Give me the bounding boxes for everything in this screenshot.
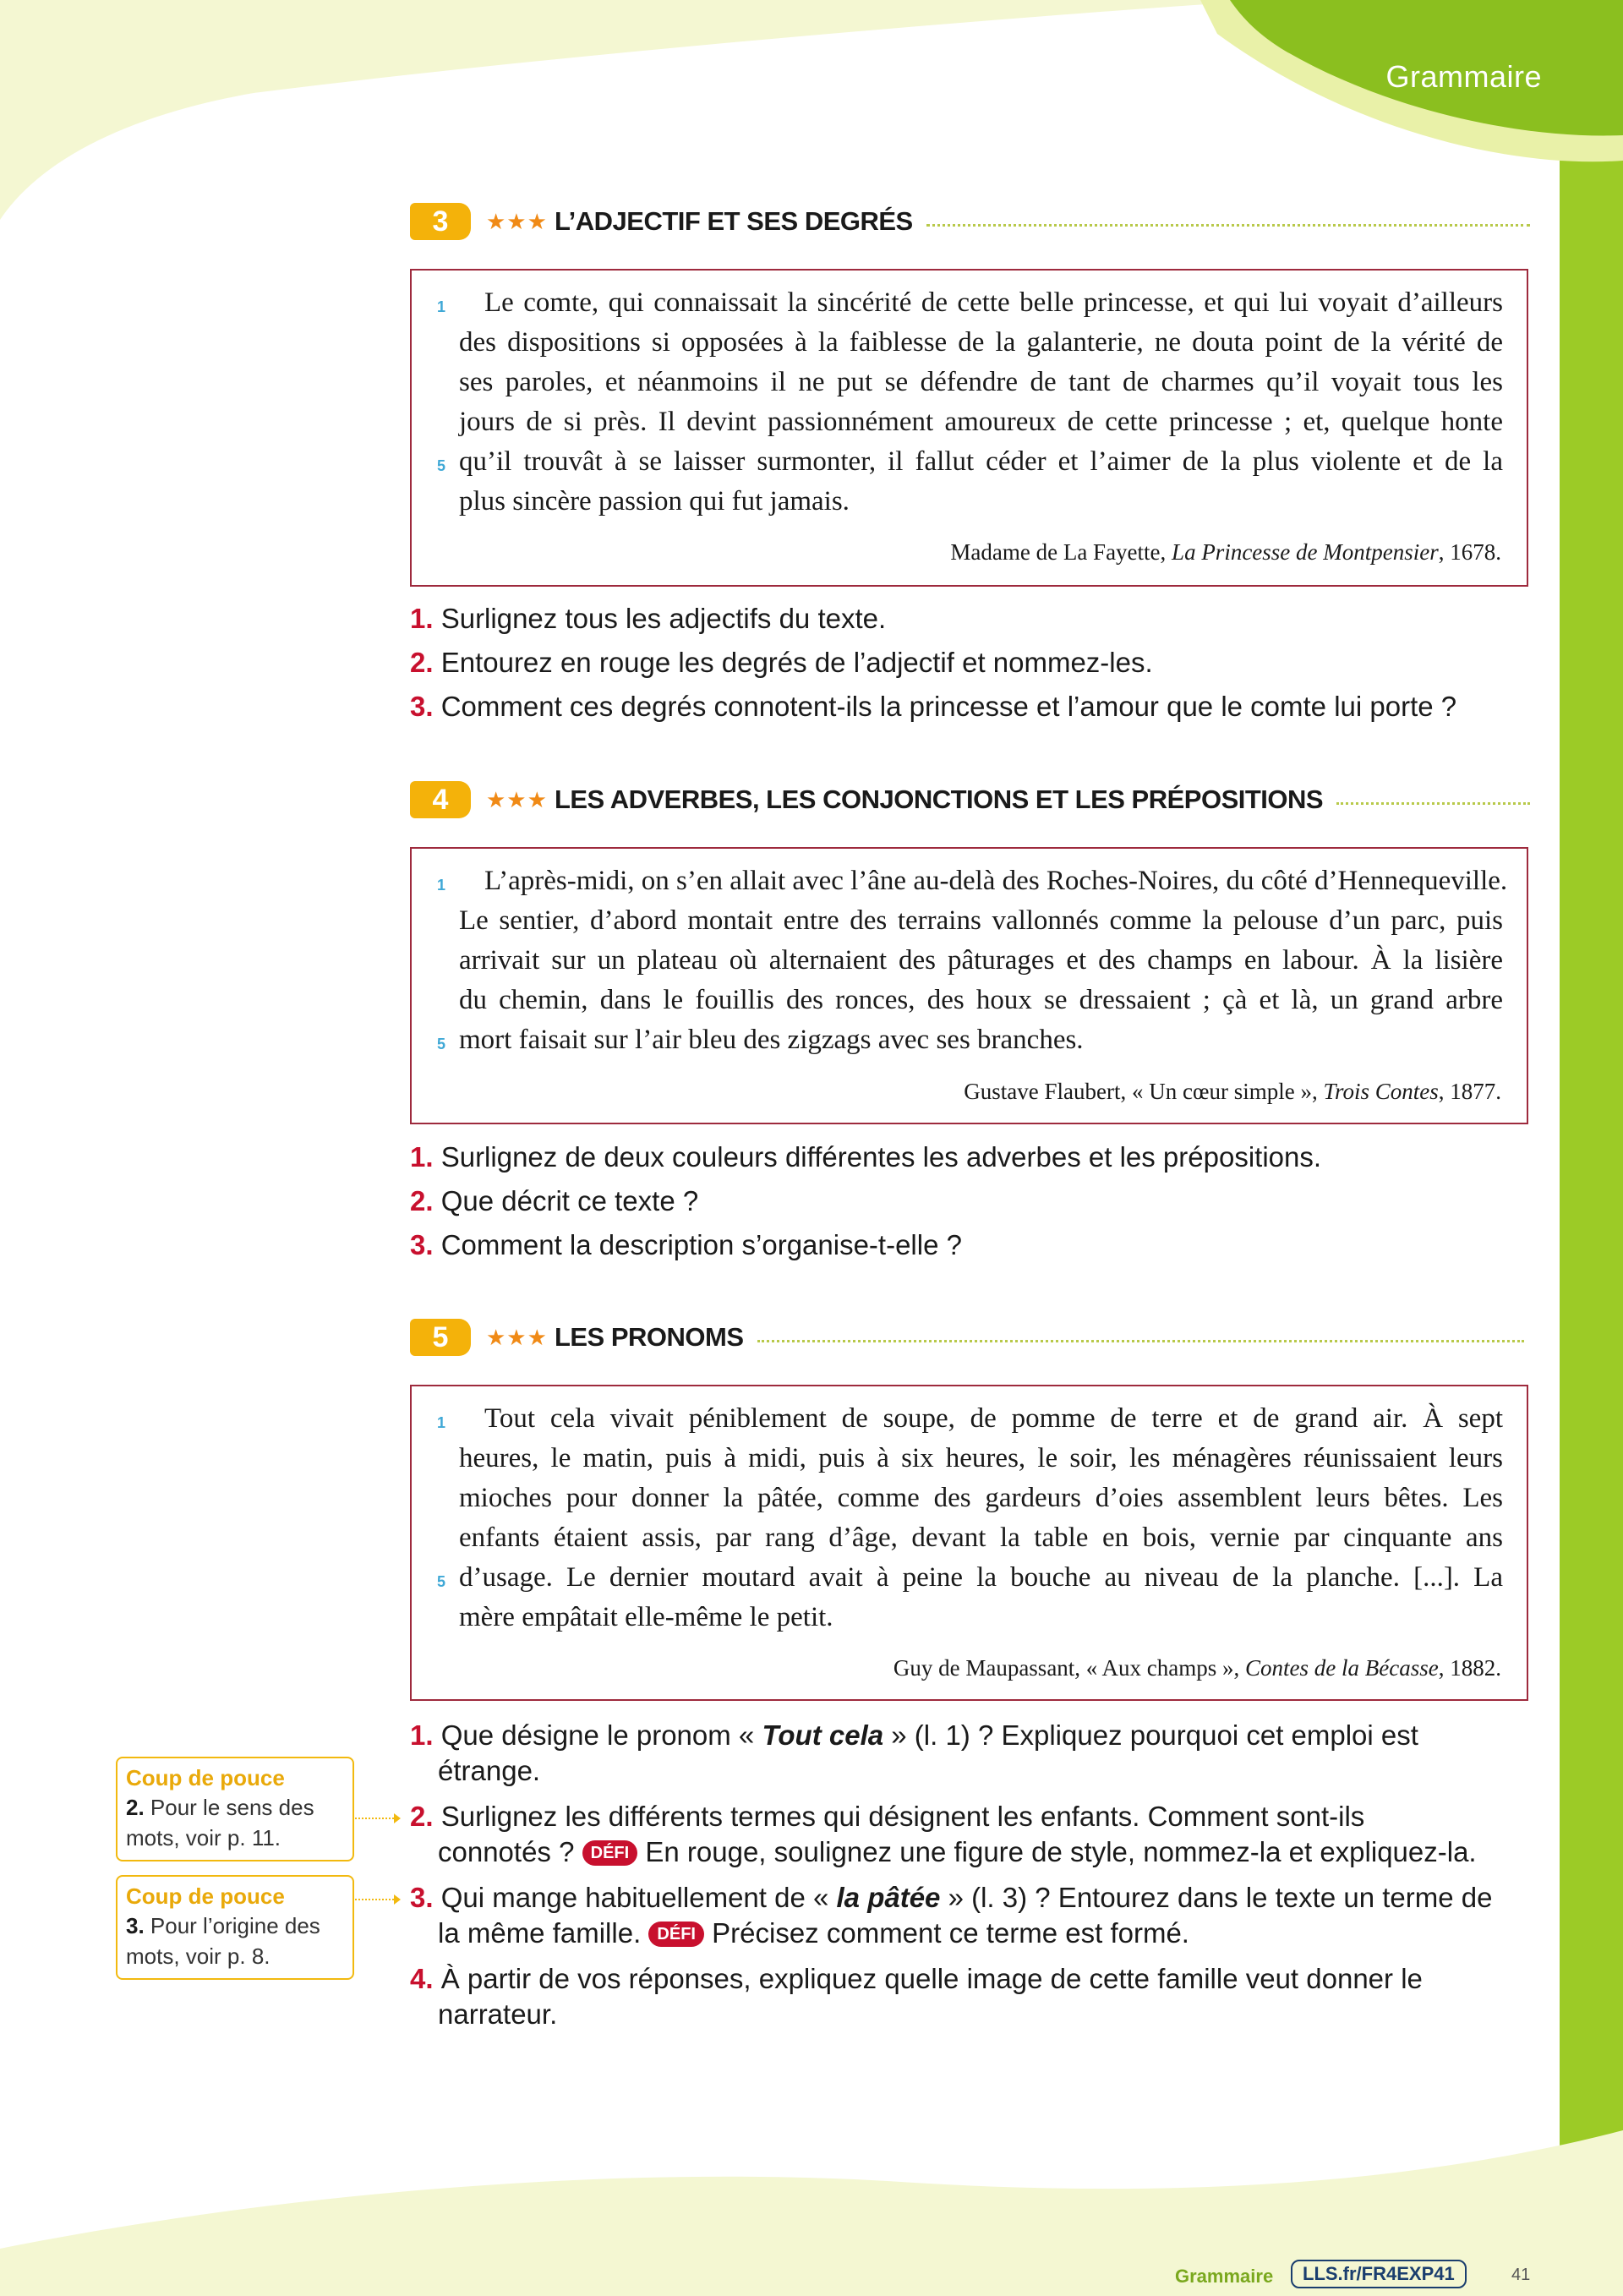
source-author: Guy de Maupassant, « Aux champs », bbox=[893, 1655, 1246, 1681]
question-text: Comment la description s’organise-t-elle ? bbox=[440, 1229, 962, 1260]
defi-badge: DÉFI bbox=[582, 1840, 638, 1866]
text-line: qu’il trouvât à se laisser surmonter, il fallut céder et l’aimer de la plus violente et de la bbox=[459, 446, 1503, 477]
question-text: Que désigne le pronom « bbox=[440, 1719, 762, 1751]
exercise-5-text-box bbox=[410, 1385, 1528, 1701]
question-text: connotés ? bbox=[438, 1836, 575, 1867]
source-year: , 1882. bbox=[1438, 1655, 1501, 1681]
question-number: 2. bbox=[410, 647, 434, 678]
hint-arrow-icon bbox=[355, 1818, 397, 1819]
line-number: 1 bbox=[437, 298, 446, 315]
question-number: 1. bbox=[410, 1141, 434, 1173]
hint-box bbox=[116, 1875, 354, 1980]
source-author: Madame de La Fayette, bbox=[950, 539, 1172, 565]
text-line: d’usage. Le dernier moutard avait à peine la bouche au niveau de la planche. [...]. La bbox=[459, 1562, 1503, 1593]
hint-title: Coup de pouce bbox=[126, 1883, 285, 1909]
text-line: Le sentier, d’abord montait entre des terrains vallonnés comme la pelouse d’un parc, puis bbox=[459, 905, 1503, 936]
question bbox=[410, 1140, 1543, 1175]
text-line: plus sincère passion qui fut jamais. bbox=[459, 486, 850, 517]
hint-body bbox=[126, 1792, 344, 1853]
exercise-3-header bbox=[410, 201, 1530, 242]
text-line: arrivait sur un plateau où alternaient des pâturages et des champs en labour. À la lisière bbox=[459, 945, 1503, 976]
question-number: 3. bbox=[410, 691, 434, 722]
exercise-title: LES ADVERBES, LES CONJONCTIONS ET LES PRÉPOSITIONS bbox=[554, 784, 1324, 814]
question-text: » (l. 3) ? Entourez dans le texte un terme de bbox=[940, 1882, 1493, 1913]
hint-text: mots, voir p. 11. bbox=[126, 1825, 281, 1850]
question bbox=[410, 1961, 1543, 2032]
hint-number: 3. bbox=[126, 1913, 145, 1938]
exercise-3-text-box bbox=[410, 269, 1528, 587]
defi-badge: DÉFI bbox=[648, 1922, 704, 1947]
question bbox=[410, 601, 1543, 637]
question bbox=[410, 1799, 1543, 1870]
question-text: Surlignez de deux couleurs différentes les adverbes et les prépositions. bbox=[440, 1141, 1322, 1173]
hint-title: Coup de pouce bbox=[126, 1765, 285, 1790]
page-number: 41 bbox=[1511, 2266, 1531, 2284]
line-number: 1 bbox=[437, 877, 446, 894]
text-line: mioches pour donner la pâtée, comme des gardeurs d’oies assemblent leurs bêtes. Les bbox=[459, 1483, 1503, 1513]
section-header-title: Grammaire bbox=[1385, 59, 1542, 94]
source-year: , 1877. bbox=[1438, 1079, 1501, 1104]
line-number: 5 bbox=[437, 1036, 446, 1052]
hint-arrow-icon bbox=[355, 1899, 397, 1900]
text-line: Tout cela vivait péniblement de soupe, de pomme de terre et de grand air. À sept bbox=[484, 1403, 1503, 1434]
text-line: des dispositions si opposées à la faiblesse de la galanterie, ne douta point de la vérité de bbox=[459, 327, 1503, 358]
footer-link[interactable]: LLS.fr/FR4EXP41 bbox=[1291, 2260, 1467, 2288]
difficulty-stars-icon: ★★★ bbox=[486, 786, 548, 812]
question bbox=[410, 645, 1543, 681]
exercise-number-badge: 5 bbox=[410, 1319, 471, 1356]
hint-body bbox=[126, 1911, 344, 1971]
exercise-title: LES PRONOMS bbox=[554, 1322, 744, 1352]
line-number: 1 bbox=[437, 1414, 446, 1431]
question-text: » (l. 1) ? Expliquez pourquoi cet emploi est bbox=[883, 1719, 1418, 1751]
question bbox=[410, 1718, 1543, 1789]
text-source bbox=[893, 1655, 1501, 1681]
dotted-rule bbox=[1336, 802, 1530, 805]
question bbox=[410, 689, 1543, 724]
line-number: 5 bbox=[437, 457, 446, 474]
question-text: Que décrit ce texte ? bbox=[440, 1185, 699, 1216]
exercise-4-text-box bbox=[410, 847, 1528, 1124]
source-work: Contes de la Bécasse bbox=[1245, 1655, 1439, 1681]
source-work: La Princesse de Montpensier bbox=[1172, 539, 1439, 565]
question-quote: la pâtée bbox=[836, 1882, 941, 1913]
question bbox=[410, 1880, 1543, 1951]
top-left-wave bbox=[0, 0, 1268, 220]
dotted-rule bbox=[926, 224, 1530, 227]
question-text: Surlignez les différents termes qui désignent les enfants. Comment sont-ils bbox=[440, 1801, 1365, 1832]
right-green-band bbox=[1560, 0, 1623, 2296]
text-line: jours de si près. Il devint passionnément amoureux de cette princesse ; et, quelque honte bbox=[459, 407, 1503, 437]
question bbox=[410, 1227, 1543, 1263]
exercise-title: L’ADJECTIF ET SES DEGRÉS bbox=[554, 206, 913, 236]
line-number: 5 bbox=[437, 1573, 446, 1590]
text-source bbox=[964, 1079, 1501, 1105]
text-line: mère empâtait elle-même le petit. bbox=[459, 1602, 833, 1632]
question-text: Qui mange habituellement de « bbox=[440, 1882, 837, 1913]
hint-text: mots, voir p. 8. bbox=[126, 1943, 270, 1969]
source-author: Gustave Flaubert, « Un cœur simple », bbox=[964, 1079, 1324, 1104]
question-text: À partir de vos réponses, expliquez quelle image de cette famille veut donner le bbox=[440, 1963, 1423, 1994]
question-number: 3. bbox=[410, 1229, 434, 1260]
hint-text: Pour le sens des bbox=[144, 1795, 314, 1820]
question-text: Entourez en rouge les degrés de l’adjectif et nommez-les. bbox=[440, 647, 1153, 678]
hint-text: Pour l’origine des bbox=[144, 1913, 320, 1938]
question-number: 2. bbox=[410, 1185, 434, 1216]
question-text: la même famille. bbox=[438, 1917, 642, 1949]
exercise-5-header bbox=[410, 1317, 1524, 1358]
hint-number: 2. bbox=[126, 1795, 145, 1820]
dotted-rule bbox=[757, 1340, 1524, 1342]
question-text: Précisez comment ce terme est formé. bbox=[712, 1917, 1189, 1949]
question-number: 3. bbox=[410, 1882, 434, 1913]
question-text: En rouge, soulignez une figure de style, nommez-la et expliquez-la. bbox=[645, 1836, 1477, 1867]
question-number: 1. bbox=[410, 1719, 434, 1751]
hint-box bbox=[116, 1757, 354, 1861]
footer-section-label: Grammaire bbox=[1175, 2266, 1274, 2287]
text-line: enfants étaient assis, par rang d’âge, devant la table en bois, vernie par cinquante ans bbox=[459, 1522, 1503, 1553]
text-line: du chemin, dans le fouillis des ronces, des houx se dressaient ; çà et là, un grand arbre bbox=[459, 985, 1503, 1015]
question-text: Comment ces degrés connotent-ils la princesse et l’amour que le comte lui porte ? bbox=[440, 691, 1457, 722]
exercise-number-badge: 4 bbox=[410, 781, 471, 818]
exercise-4-header bbox=[410, 779, 1530, 820]
difficulty-stars-icon: ★★★ bbox=[486, 1324, 548, 1350]
question-text: étrange. bbox=[438, 1755, 541, 1786]
source-year: , 1678. bbox=[1438, 539, 1501, 565]
question-number: 2. bbox=[410, 1801, 434, 1832]
difficulty-stars-icon: ★★★ bbox=[486, 208, 548, 234]
text-line: ses paroles, et néanmoins il ne put se défendre de tant de charmes qu’il voyait tous les bbox=[459, 367, 1503, 397]
question-number: 4. bbox=[410, 1963, 434, 1994]
question-text: Surlignez tous les adjectifs du texte. bbox=[440, 603, 887, 634]
source-work: Trois Contes bbox=[1323, 1079, 1439, 1104]
text-line: Le comte, qui connaissait la sincérité de cette belle princesse, et qui lui voyait d’ailleurs bbox=[484, 287, 1503, 318]
question-number: 1. bbox=[410, 603, 434, 634]
exercise-number-badge: 3 bbox=[410, 203, 471, 240]
text-source bbox=[950, 539, 1501, 566]
question bbox=[410, 1184, 1543, 1219]
text-line: mort faisait sur l’air bleu des zigzags avec ses branches. bbox=[459, 1025, 1084, 1055]
question-text: narrateur. bbox=[438, 1998, 558, 2030]
question-quote: Tout cela bbox=[762, 1719, 884, 1751]
text-line: heures, le matin, puis à midi, puis à six heures, le soir, les ménagères réunissaient leurs bbox=[459, 1443, 1503, 1473]
text-line: L’après-midi, on s’en allait avec l’âne au-delà des Roches-Noires, du côté d’Hennequeville. bbox=[484, 866, 1508, 896]
